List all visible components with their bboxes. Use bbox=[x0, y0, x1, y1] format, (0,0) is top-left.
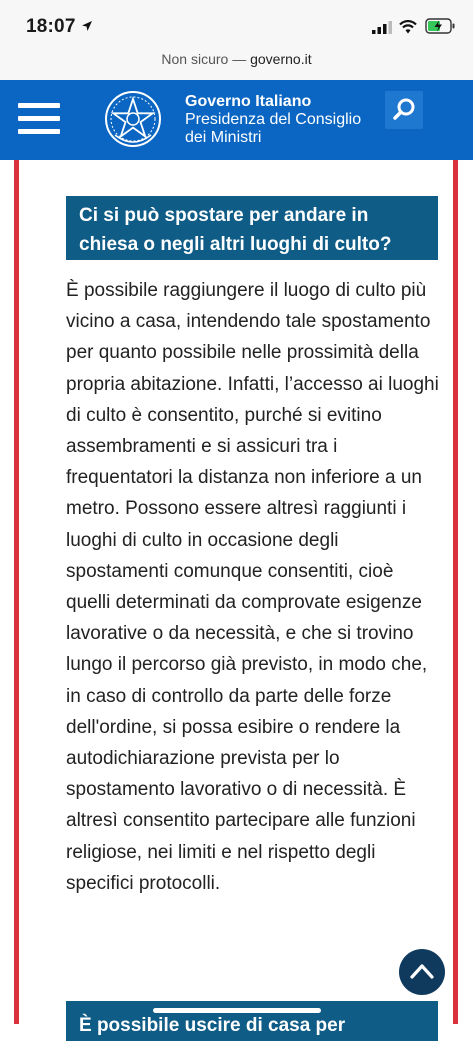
location-icon bbox=[81, 20, 93, 32]
brand-subtitle-line: dei Ministri bbox=[185, 129, 262, 146]
faq-answer-text: È possibile raggiungere il luogo di culto più vicino a casa, intendendo tale spostamento per quanto possibile nelle prossimità della propria abitazione. Infatti, l’accesso ai luoghi di culto è consentito, purché si evitino assembramenti e si assicuri tra i frequentatori la distanza non inferiore a un metro. Possono essere altresì raggiunti i luoghi di culto in occasione degli spostamenti comunque consentiti, cioè quelli determinati da comprovate esigenze lavorative o da necessità, e che si trovino lungo il percorso già previsto, in modo che, in caso di controllo da parte delle forze dell'ordine, si possa esibire o rendere la autodichiarazione prevista per lo spostamento lavorativo o di necessità. È altresì consentito partecipare alle funzioni religiose, nei limiti e nel rispetto degli specifici protocolli. bbox=[66, 280, 439, 894]
brand-title[interactable]: Governo Italiano bbox=[185, 93, 312, 110]
brand-subtitle[interactable] bbox=[185, 111, 361, 147]
menu-icon-bar bbox=[18, 129, 60, 134]
menu-button[interactable] bbox=[18, 103, 62, 137]
url-bar[interactable] bbox=[0, 44, 473, 80]
signal-icon bbox=[372, 21, 392, 34]
back-to-top-button[interactable] bbox=[399, 949, 445, 995]
url-domain: governo.it bbox=[250, 51, 312, 67]
home-indicator bbox=[153, 1008, 321, 1013]
menu-icon-bar bbox=[18, 116, 60, 121]
emblem-icon[interactable] bbox=[103, 89, 163, 151]
search-icon bbox=[385, 91, 423, 129]
brand-subtitle-line: Presidenza del Consiglio bbox=[185, 111, 362, 128]
wifi-icon bbox=[399, 19, 417, 34]
menu-icon-bar bbox=[18, 103, 60, 108]
status-time: 18:07 bbox=[26, 16, 76, 37]
battery-icon bbox=[425, 18, 455, 34]
site-header bbox=[0, 80, 473, 160]
next-faq-question-heading: È possibile uscire di casa per bbox=[66, 1001, 438, 1041]
search-button[interactable] bbox=[385, 91, 423, 129]
chevron-up-icon bbox=[410, 962, 434, 980]
security-label: Non sicuro — bbox=[161, 51, 251, 67]
status-bar bbox=[0, 0, 473, 44]
faq-question-heading: Ci si può spostare per andare in chiesa o negli altri luoghi di culto? bbox=[66, 196, 438, 260]
